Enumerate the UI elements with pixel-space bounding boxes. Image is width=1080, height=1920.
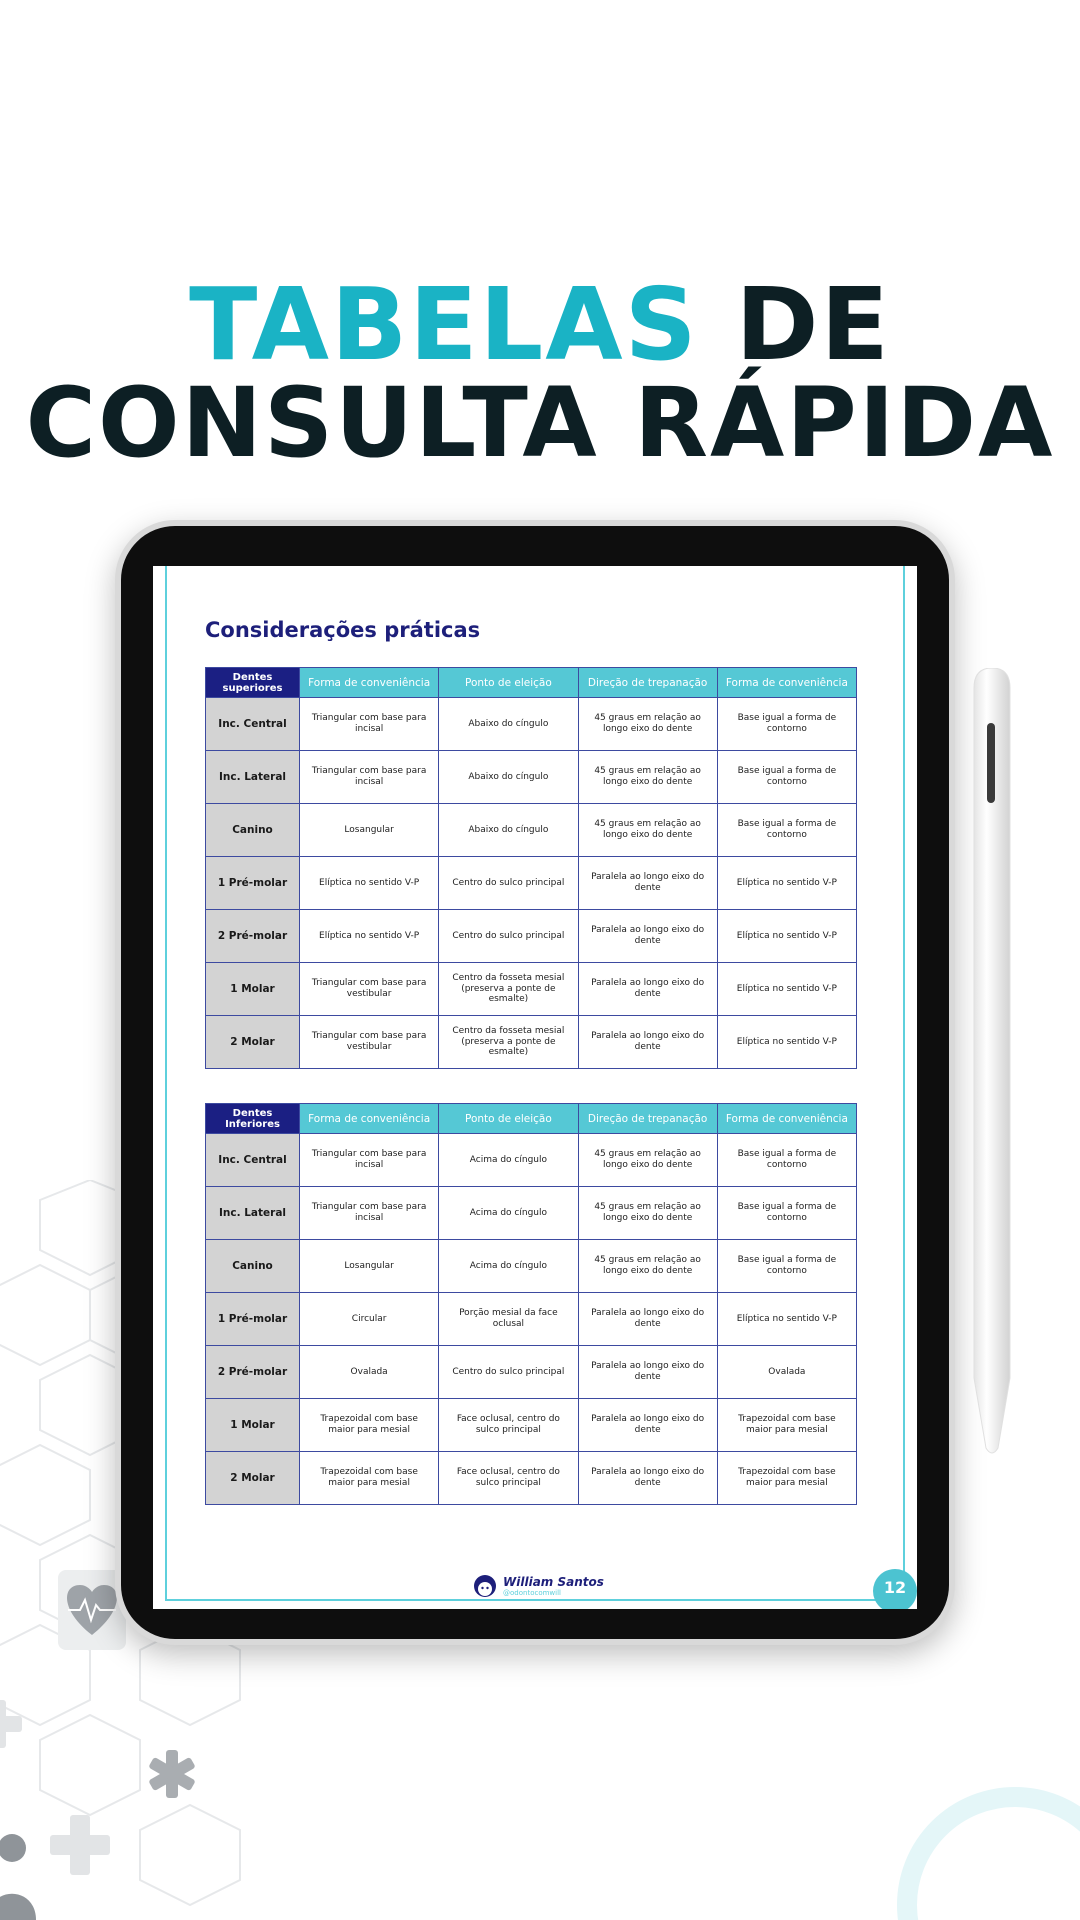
row-header: 1 Molar bbox=[206, 1399, 300, 1452]
column-header: Forma de conveniência bbox=[300, 1104, 439, 1134]
table-cell: Acima do cíngulo bbox=[439, 1240, 578, 1293]
table-cell: 45 graus em relação ao longo eixo do dente bbox=[578, 1187, 717, 1240]
table-cell: Elíptica no sentido V-P bbox=[717, 1016, 856, 1069]
table-cell: Trapezoidal com base maior para mesial bbox=[717, 1452, 856, 1505]
table-cell: Base igual a forma de contorno bbox=[717, 751, 856, 804]
table-row bbox=[206, 1399, 857, 1452]
headline-line2: CONSULTA RÁPIDA bbox=[25, 367, 1055, 479]
brand-handle: @odontocomwill bbox=[503, 1589, 561, 1597]
table-cell: Paralela ao longo eixo do dente bbox=[578, 1293, 717, 1346]
table-cell: Porção mesial da face oclusal bbox=[439, 1293, 578, 1346]
asterisk-medical-icon bbox=[148, 1750, 196, 1798]
table-cell: Centro do sulco principal bbox=[439, 1346, 578, 1399]
table-cell: Centro do sulco principal bbox=[439, 857, 578, 910]
table-cell: Acima do cíngulo bbox=[439, 1187, 578, 1240]
table-cell: Paralela ao longo eixo do dente bbox=[578, 1452, 717, 1505]
row-header: Inc. Central bbox=[206, 698, 300, 751]
table-cell: Paralela ao longo eixo do dente bbox=[578, 1346, 717, 1399]
row-header: Inc. Lateral bbox=[206, 1187, 300, 1240]
table-cell: Elíptica no sentido V-P bbox=[300, 857, 439, 910]
tablet-device bbox=[115, 520, 955, 1645]
table-cell: 45 graus em relação ao longo eixo do dente bbox=[578, 751, 717, 804]
table-cell: Paralela ao longo eixo do dente bbox=[578, 910, 717, 963]
table-cell: Elíptica no sentido V-P bbox=[717, 910, 856, 963]
upper-teeth-table bbox=[205, 667, 857, 1069]
table-cell: Centro da fosseta mesial (preserva a ponte de esmalte) bbox=[439, 1016, 578, 1069]
stylus-pencil-icon bbox=[968, 668, 1016, 1458]
column-header: Forma de conveniência bbox=[717, 668, 856, 698]
table-row bbox=[206, 857, 857, 910]
table-cell: 45 graus em relação ao longo eixo do dente bbox=[578, 804, 717, 857]
table-header-row bbox=[206, 1104, 857, 1134]
table-cell: Losangular bbox=[300, 804, 439, 857]
table-cell: Trapezoidal com base maior para mesial bbox=[717, 1399, 856, 1452]
table-cell: 45 graus em relação ao longo eixo do dente bbox=[578, 1240, 717, 1293]
table-cell: Acima do cíngulo bbox=[439, 1134, 578, 1187]
tablet-screen bbox=[153, 566, 917, 1609]
table-cell: 45 graus em relação ao longo eixo do dente bbox=[578, 1134, 717, 1187]
row-header: 2 Pré-molar bbox=[206, 1346, 300, 1399]
table-cell: Abaixo do cíngulo bbox=[439, 751, 578, 804]
table-cell: Face oclusal, centro do sulco principal bbox=[439, 1452, 578, 1505]
row-header: Canino bbox=[206, 1240, 300, 1293]
table-cell: Base igual a forma de contorno bbox=[717, 1187, 856, 1240]
background-ring-decoration bbox=[890, 1780, 1080, 1920]
table-cell: Triangular com base para incisal bbox=[300, 698, 439, 751]
table-row bbox=[206, 963, 857, 1016]
table-cell: Trapezoidal com base maior para mesial bbox=[300, 1399, 439, 1452]
table-cell: Face oclusal, centro do sulco principal bbox=[439, 1399, 578, 1452]
table-row bbox=[206, 1452, 857, 1505]
headline-line1 bbox=[0, 266, 1080, 383]
table-cell: Elíptica no sentido V-P bbox=[300, 910, 439, 963]
table-cell: Losangular bbox=[300, 1240, 439, 1293]
table-cell: Elíptica no sentido V-P bbox=[717, 963, 856, 1016]
table-row bbox=[206, 1016, 857, 1069]
table-cell: Paralela ao longo eixo do dente bbox=[578, 857, 717, 910]
table-cell: Circular bbox=[300, 1293, 439, 1346]
row-header: Canino bbox=[206, 804, 300, 857]
page-title: Considerações práticas bbox=[205, 618, 481, 642]
table-row bbox=[206, 1346, 857, 1399]
table-cell: Trapezoidal com base maior para mesial bbox=[300, 1452, 439, 1505]
table-cell: Paralela ao longo eixo do dente bbox=[578, 1399, 717, 1452]
table-cell: Base igual a forma de contorno bbox=[717, 1134, 856, 1187]
table-cell: Ovalada bbox=[717, 1346, 856, 1399]
table-cell: Elíptica no sentido V-P bbox=[717, 1293, 856, 1346]
row-header: 1 Pré-molar bbox=[206, 1293, 300, 1346]
column-header: Ponto de eleição bbox=[439, 668, 578, 698]
row-header: 2 Pré-molar bbox=[206, 910, 300, 963]
table-cell: Triangular com base para incisal bbox=[300, 751, 439, 804]
row-header: 1 Pré-molar bbox=[206, 857, 300, 910]
table-cell: Abaixo do cíngulo bbox=[439, 804, 578, 857]
doctor-icon bbox=[0, 1834, 36, 1920]
footer-brand bbox=[473, 1571, 604, 1601]
table-cell: Triangular com base para incisal bbox=[300, 1187, 439, 1240]
table-cell: Base igual a forma de contorno bbox=[717, 698, 856, 751]
column-header: Forma de conveniência bbox=[717, 1104, 856, 1134]
table-corner-header: Dentes superiores bbox=[206, 668, 300, 698]
table-cell: Paralela ao longo eixo do dente bbox=[578, 1016, 717, 1069]
table-cell: Centro da fosseta mesial (preserva a ponte de esmalte) bbox=[439, 963, 578, 1016]
brand-names bbox=[503, 1575, 604, 1597]
headline-rest: DE bbox=[735, 266, 891, 383]
table-corner-header: Dentes Inferiores bbox=[206, 1104, 300, 1134]
headline-accent: TABELAS bbox=[189, 266, 699, 383]
table-cell: Elíptica no sentido V-P bbox=[717, 857, 856, 910]
row-header: 1 Molar bbox=[206, 963, 300, 1016]
column-header: Direção de trepanação bbox=[578, 668, 717, 698]
row-header: Inc. Central bbox=[206, 1134, 300, 1187]
table-header-row bbox=[206, 668, 857, 698]
lower-teeth-table bbox=[205, 1103, 857, 1505]
table-cell: Base igual a forma de contorno bbox=[717, 1240, 856, 1293]
table-cell: Triangular com base para vestibular bbox=[300, 963, 439, 1016]
table-cell: Paralela ao longo eixo do dente bbox=[578, 963, 717, 1016]
row-header: Inc. Lateral bbox=[206, 751, 300, 804]
brand-logo-icon bbox=[473, 1574, 497, 1598]
column-header: Direção de trepanação bbox=[578, 1104, 717, 1134]
table-row bbox=[206, 1187, 857, 1240]
table-row bbox=[206, 910, 857, 963]
column-header: Ponto de eleição bbox=[439, 1104, 578, 1134]
table-cell: Ovalada bbox=[300, 1346, 439, 1399]
headline bbox=[0, 266, 1080, 479]
table-cell: Abaixo do cíngulo bbox=[439, 698, 578, 751]
table-row bbox=[206, 698, 857, 751]
row-header: 2 Molar bbox=[206, 1016, 300, 1069]
table-cell: Centro do sulco principal bbox=[439, 910, 578, 963]
page-number-badge: 12 bbox=[873, 1569, 917, 1609]
column-header: Forma de conveniência bbox=[300, 668, 439, 698]
table-row bbox=[206, 1293, 857, 1346]
table-row bbox=[206, 1240, 857, 1293]
brand-name: William Santos bbox=[503, 1575, 604, 1589]
table-row bbox=[206, 804, 857, 857]
table-cell: 45 graus em relação ao longo eixo do dente bbox=[578, 698, 717, 751]
row-header: 2 Molar bbox=[206, 1452, 300, 1505]
table-cell: Triangular com base para vestibular bbox=[300, 1016, 439, 1069]
table-row bbox=[206, 1134, 857, 1187]
table-cell: Base igual a forma de contorno bbox=[717, 804, 856, 857]
table-row bbox=[206, 751, 857, 804]
table-cell: Triangular com base para incisal bbox=[300, 1134, 439, 1187]
